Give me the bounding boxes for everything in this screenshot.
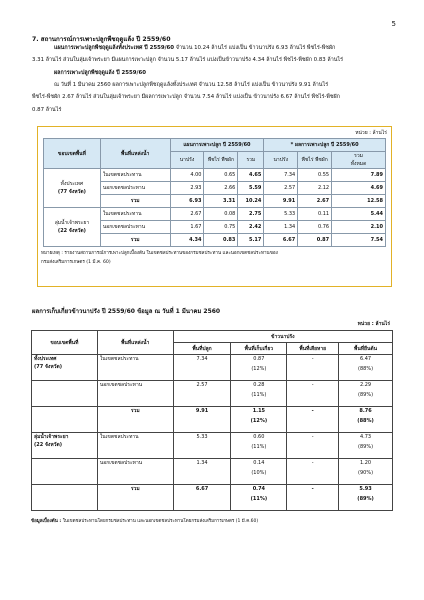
table1-value: 0.76 xyxy=(298,221,332,234)
table-row xyxy=(44,169,386,182)
table2-unit: หน่วย : ล้านไร่ xyxy=(357,321,390,327)
plan-line2: 3.31 ล้านไร่ ส่วนในลุ่มเจ้าพระยา มีแผนการเพาะปลูก จำนวน 5.17 ล้านไร่ แบ่งเป็นข้าวนาปรัง 4.34 ล้านไร่ พืชไร่-พืชผัก 0.83 ล้านไร่ xyxy=(32,57,344,64)
table1-region: ลุ่มน้ำเจ้าพระยา (22 จังหวัด) xyxy=(44,208,101,247)
section2-title: ผลการเก็บเกี่ยวข้าวนาปรัง ปี 2559/60 ข้อมูล ณ วันที่ 1 มีนาคม 2560 xyxy=(32,308,221,315)
plan-line1: จำนวน 10.24 ล้านไร่ แบ่งเป็น ข้าวนาปรัง 6.93 ล้านไร่ พืชไร่-พืชผัก xyxy=(174,45,336,51)
table-row xyxy=(32,433,393,459)
table2-value: 1.20 (90%) xyxy=(339,459,393,485)
table1-unit: หน่วย : ล้านไร่ xyxy=(355,130,387,136)
table2-area-label: นอกเขตชลประทาน xyxy=(97,459,173,485)
table2-value: 6.67 xyxy=(173,485,231,511)
table2-area-label: นอกเขตชลประทาน xyxy=(97,381,173,407)
table2-h-rice: ข้าวนาปรัง xyxy=(173,331,392,343)
table1-value: 1.67 xyxy=(170,221,204,234)
table1-value: 6.93 xyxy=(170,195,204,208)
table2-value: 4.73 (89%) xyxy=(339,433,393,459)
table2-col-header: พื้นที่ปลูก xyxy=(173,343,231,355)
table1-value: 2.67 xyxy=(170,208,204,221)
table1-value: 7.89 xyxy=(332,169,386,182)
table1-value: 2.67 xyxy=(298,195,332,208)
table2-area-label: ในเขตชลประทาน xyxy=(97,433,173,459)
page-number: 5 xyxy=(391,20,396,28)
table-row xyxy=(32,381,393,407)
table1-value: 3.31 xyxy=(204,195,238,208)
table2-region xyxy=(32,459,98,485)
result-line1: ณ วันที่ 1 มีนาคม 2560 ผลการเพาะปลูกพืชฤดูแล้งทั้งประเทศ จำนวน 12.58 ล้านไร่ แบ่งเป็น ข้าวนาปรัง 9.91 ล้านไร่ xyxy=(54,82,329,89)
table2-col-header: พื้นที่เสียหาย xyxy=(287,343,339,355)
table1-area-label: รวม xyxy=(100,195,170,208)
table1-h-rice: นาปรัง xyxy=(264,152,298,169)
table2-value: - xyxy=(287,459,339,485)
table2-value: 2.29 (89%) xyxy=(339,381,393,407)
table1-h-plan: แผนการเพาะปลูก ปี 2559/60 xyxy=(170,139,264,152)
table2-value: - xyxy=(287,355,339,381)
table1-value: 5.44 xyxy=(332,208,386,221)
table1-note2: กรมส่งเสริมการเกษตร (1 มี.ค. 60) xyxy=(41,260,111,265)
table1-value: 0.65 xyxy=(204,169,238,182)
table1-value: 5.17 xyxy=(238,234,264,247)
table1-value: 2.10 xyxy=(332,221,386,234)
table2-area-label: รวม xyxy=(97,407,173,433)
table2-col-header: พื้นที่ยืนต้น xyxy=(339,343,393,355)
table1-value: 4.34 xyxy=(170,234,204,247)
table1-value: 12.58 xyxy=(332,195,386,208)
table1-value: 2.12 xyxy=(298,182,332,195)
table1-value: 2.66 xyxy=(204,182,238,195)
table1-h-area: พื้นที่แหล่งน้ำ xyxy=(100,139,170,169)
table2-value: 6.47 (88%) xyxy=(339,355,393,381)
table2-value: 0.87 (12%) xyxy=(231,355,287,381)
table1-value: 7.34 xyxy=(264,169,298,182)
harvest-table xyxy=(31,330,393,511)
table1-value: 2.93 xyxy=(170,182,204,195)
planting-table-box xyxy=(37,126,392,287)
table2-col-header: พื้นที่เก็บเกี่ยว xyxy=(231,343,287,355)
result-subtitle: ผลการเพาะปลูกพืชฤดูแล้ง ปี 2559/60 xyxy=(54,70,146,76)
section-title: 7. สถานการณ์การเพาะปลูกพืชฤดูแล้ง ปี 2559/60 xyxy=(32,36,171,43)
table2-value: - xyxy=(287,407,339,433)
table1-region: ทั้งประเทศ (77 จังหวัด) xyxy=(44,169,101,208)
table1-h-crop: พืชไร่ พืชผัก xyxy=(298,152,332,169)
table1-value: 1.34 xyxy=(264,221,298,234)
result-line2: พืชไร่-พืชผัก 2.67 ล้านไร่ ส่วนในลุ่มเจ้าพระยา มีผลการเพาะปลูก จำนวน 7.54 ล้านไร่ แบ่งเป็น ข้าวนาปรัง 6.67 ล้านไร่ พืชไร่-พืชผัก xyxy=(32,94,340,101)
table2-region xyxy=(32,381,98,407)
table1-h-total-all: รวม ทั้งหมด xyxy=(332,152,386,169)
table-row xyxy=(32,459,393,485)
table-row xyxy=(32,355,393,381)
table2-value: 5.33 xyxy=(173,433,231,459)
table2-header-row xyxy=(32,331,393,343)
table1-value: 4.69 xyxy=(332,182,386,195)
table2-region: ลุ่มน้ำเจ้าพระยา (22 จังหวัด) xyxy=(32,433,98,459)
table-row xyxy=(32,407,393,433)
table1-value: 9.91 xyxy=(264,195,298,208)
table1-h-total: รวม xyxy=(238,152,264,169)
table1-value: 4.00 xyxy=(170,169,204,182)
table2-value: 0.74 (11%) xyxy=(231,485,287,511)
table1-area-label: ในเขตชลประทาน xyxy=(100,208,170,221)
table2-region xyxy=(32,407,98,433)
table2-value: 1.15 (12%) xyxy=(231,407,287,433)
table1-value: 0.87 xyxy=(298,234,332,247)
table2-value: 8.76 (88%) xyxy=(339,407,393,433)
table-row xyxy=(44,208,386,221)
plan-subtitle: แผนการเพาะปลูกพืชฤดูแล้งทั้งประเทศ ปี 2559/60 xyxy=(54,45,175,51)
table1-area-label: ในเขตชลประทาน xyxy=(100,169,170,182)
table2-note: ข้อมูลเบื้องต้น : ในเขตชลประทานโดยกรมชลประทาน และนอกเขตชลประทานโดยกรมส่งเสริมการเกษตร (1 มี.ค.60) xyxy=(31,519,259,524)
table2-value: 5.93 (89%) xyxy=(339,485,393,511)
table2-area-label: รวม xyxy=(97,485,173,511)
table1-value: 2.75 xyxy=(238,208,264,221)
table2-region: ทั้งประเทศ (77 จังหวัด) xyxy=(32,355,98,381)
table1-value: 0.08 xyxy=(204,208,238,221)
table2-value: - xyxy=(287,433,339,459)
table1-value: 5.33 xyxy=(264,208,298,221)
table-row xyxy=(32,485,393,511)
table1-value: 2.42 xyxy=(238,221,264,234)
table2-value: 1.34 xyxy=(173,459,231,485)
table1-value: 4.65 xyxy=(238,169,264,182)
table1-value: 0.55 xyxy=(298,169,332,182)
table1-value: 6.67 xyxy=(264,234,298,247)
table1-value: 0.75 xyxy=(204,221,238,234)
table1-note1: หมายเหตุ : รายงานสถานการณ์การเพาะปลูกเบื้องต้น ในเขตชลประทานของกรมชลประทาน และนอกเขตชลประทานของ xyxy=(41,251,278,256)
result-paragraph xyxy=(32,67,394,116)
table2-value: 7.34 xyxy=(173,355,231,381)
planting-table xyxy=(43,138,386,247)
table1-h-region: ขอบเขตพื้นที่ xyxy=(44,139,101,169)
table2-value: 0.28 (11%) xyxy=(231,381,287,407)
table1-area-label: นอกเขตชลประทาน xyxy=(100,221,170,234)
table2-value: 2.57 xyxy=(173,381,231,407)
table2-h-region: ขอบเขตพื้นที่ xyxy=(32,331,98,355)
table2-value: 0.60 (11%) xyxy=(231,433,287,459)
table2-region xyxy=(32,485,98,511)
plan-paragraph xyxy=(32,42,394,66)
table1-value: 0.11 xyxy=(298,208,332,221)
table1-h-crop: พืชไร่ พืชผัก xyxy=(204,152,238,169)
table2-value: - xyxy=(287,485,339,511)
table1-value: 5.59 xyxy=(238,182,264,195)
table1-area-label: นอกเขตชลประทาน xyxy=(100,182,170,195)
table2-value: 0.14 (10%) xyxy=(231,459,287,485)
table1-value: 10.24 xyxy=(238,195,264,208)
table2-area-label: ในเขตชลประทาน xyxy=(97,355,173,381)
result-line3: 0.87 ล้านไร่ xyxy=(32,106,62,113)
table1-value: 7.54 xyxy=(332,234,386,247)
table1-h-result: * ผลการเพาะปลูก ปี 2559/60 xyxy=(264,139,386,152)
table1-area-label: รวม xyxy=(100,234,170,247)
table1-value: 0.83 xyxy=(204,234,238,247)
table2-value: - xyxy=(287,381,339,407)
table1-header-row xyxy=(44,139,386,152)
table1-value: 2.57 xyxy=(264,182,298,195)
table1-h-rice: นาปรัง xyxy=(170,152,204,169)
table2-value: 9.91 xyxy=(173,407,231,433)
table2-h-area: พื้นที่แหล่งน้ำ xyxy=(97,331,173,355)
